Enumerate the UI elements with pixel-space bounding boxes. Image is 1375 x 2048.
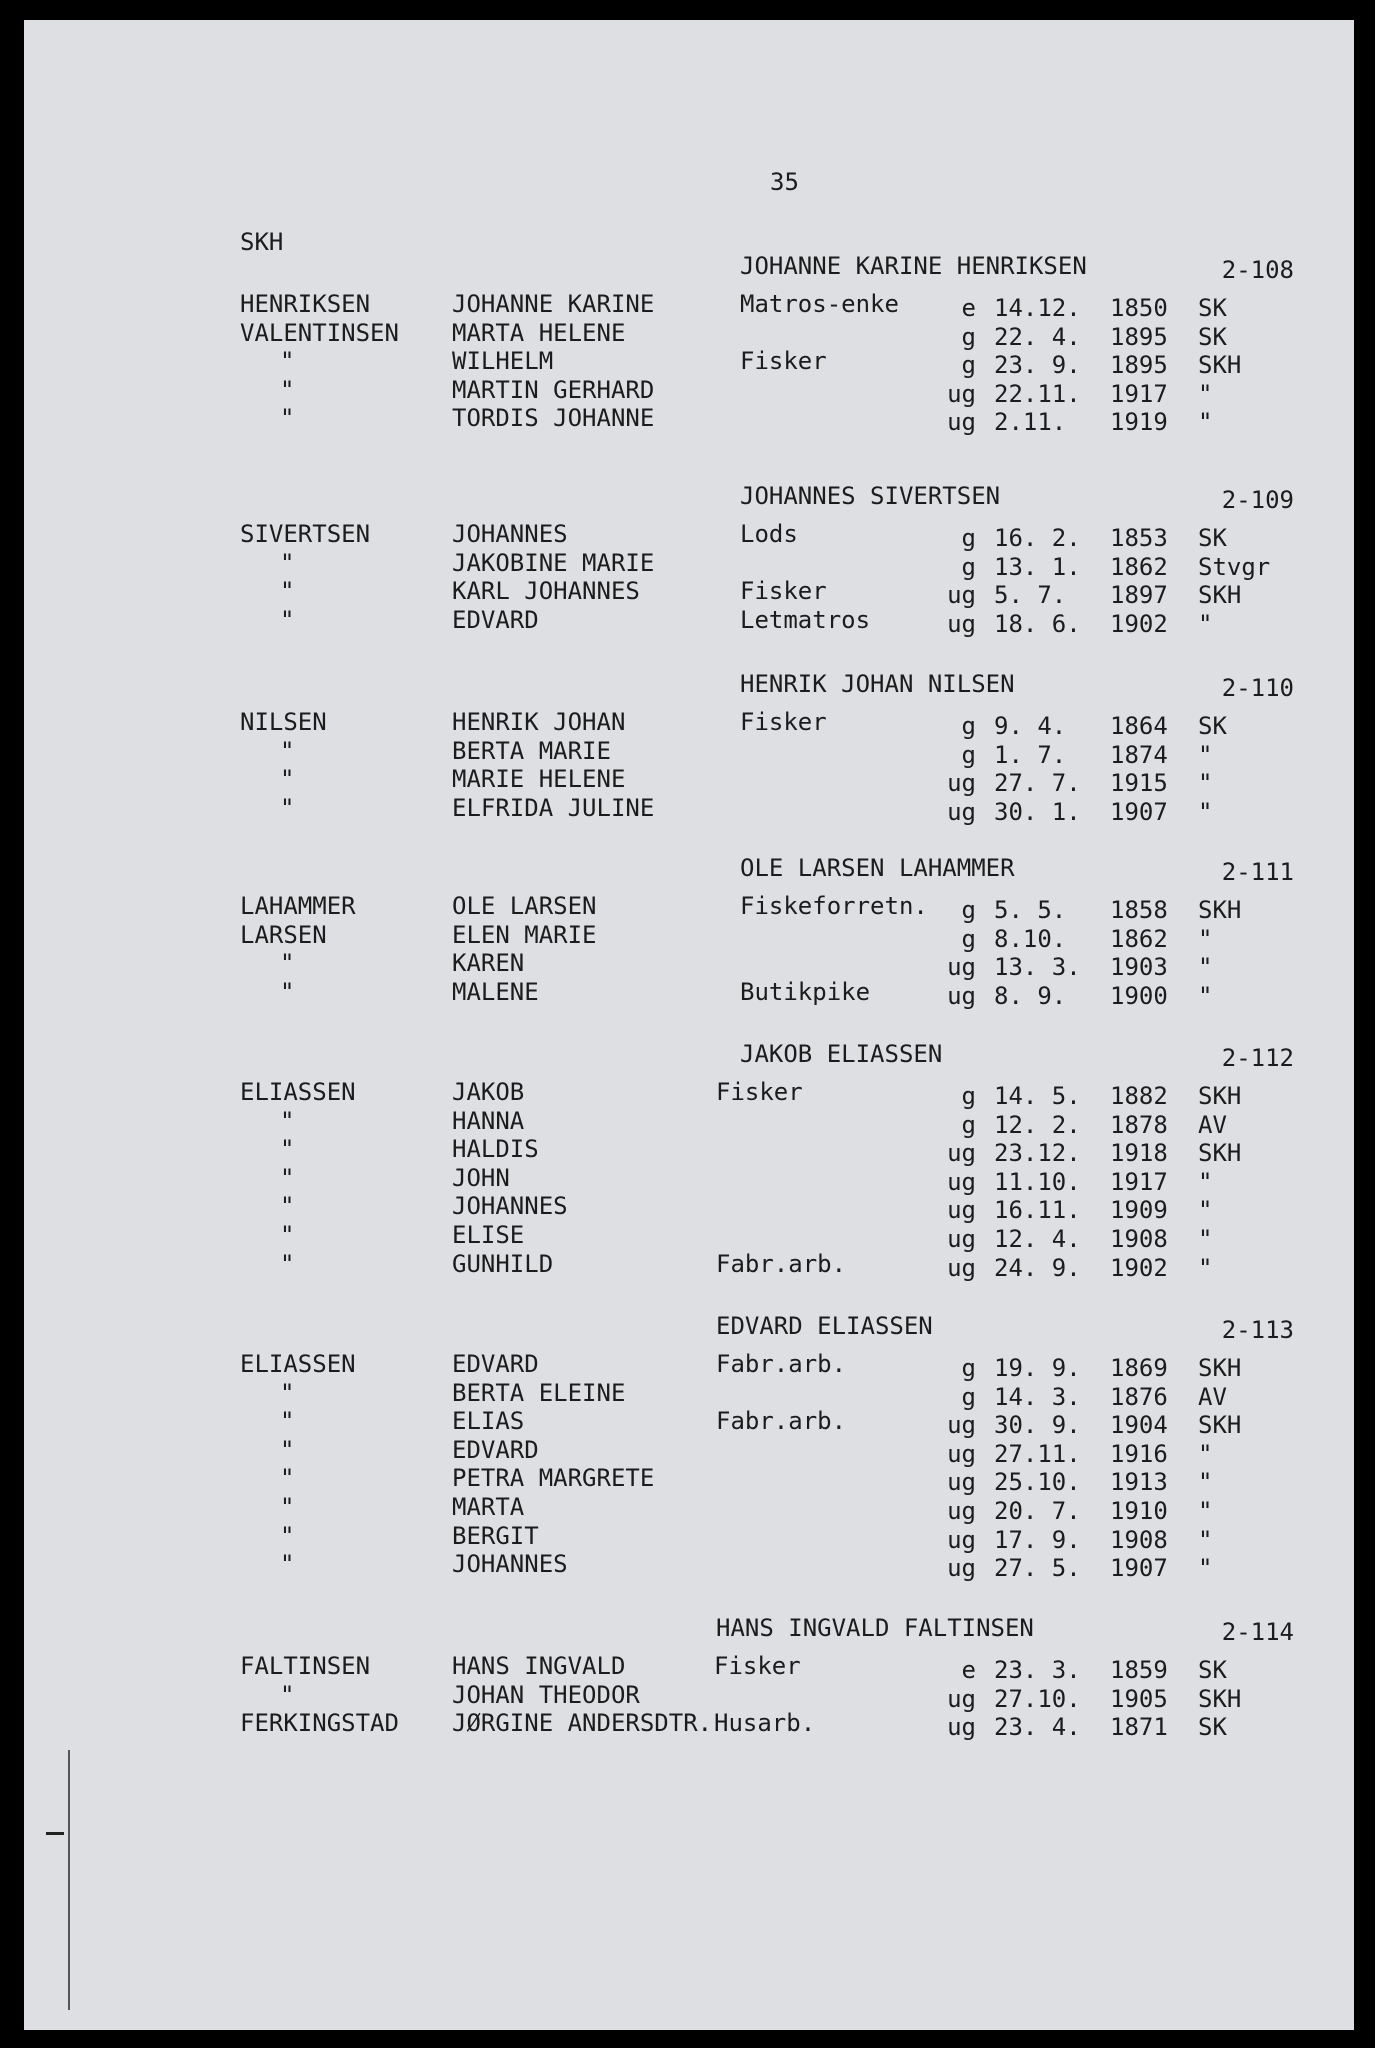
person-year: 1853	[1110, 524, 1168, 552]
person-date: 23. 3.	[994, 1656, 1081, 1684]
person-place: AV	[1198, 1111, 1227, 1139]
person-status: ug	[947, 1411, 976, 1439]
person-surname: "	[280, 794, 295, 822]
person-status: ug	[947, 1225, 976, 1253]
person-surname: "	[280, 404, 295, 432]
person-surname: "	[280, 1135, 295, 1163]
person-surname: HENRIKSEN	[240, 290, 371, 318]
person-given-name: HALDIS	[452, 1135, 539, 1163]
person-date: 23. 4.	[994, 1713, 1081, 1741]
family-code: 2-113	[1221, 1316, 1294, 1344]
family-code: 2-110	[1221, 674, 1294, 702]
person-year: 1874	[1110, 741, 1168, 769]
person-occupation: Fisker	[740, 708, 827, 736]
person-surname: "	[280, 1493, 295, 1521]
person-given-name: JOHANNE KARINE	[452, 290, 655, 318]
person-status: e	[961, 1656, 976, 1684]
person-date: 27. 5.	[994, 1554, 1081, 1582]
person-given-name: BERGIT	[452, 1522, 539, 1550]
person-given-name: MARIE HELENE	[452, 765, 626, 793]
person-occupation: Fisker	[740, 347, 827, 375]
person-date: 9. 4.	[994, 712, 1067, 740]
person-surname: VALENTINSEN	[240, 319, 399, 347]
person-status: ug	[947, 610, 976, 638]
person-surname: "	[280, 376, 295, 404]
person-place: SK	[1198, 524, 1227, 552]
person-year: 1917	[1110, 380, 1168, 408]
person-year: 1858	[1110, 896, 1168, 924]
person-year: 1864	[1110, 712, 1168, 740]
person-given-name: EDVARD	[452, 606, 539, 634]
person-place: "	[1198, 610, 1213, 638]
person-status: ug	[947, 1554, 976, 1582]
margin-mark	[46, 1832, 64, 1835]
person-occupation: Fabr.arb.	[716, 1350, 847, 1378]
person-surname: "	[280, 1250, 295, 1278]
person-status: g	[961, 1383, 976, 1411]
person-place: SK	[1198, 712, 1227, 740]
person-given-name: HENRIK JOHAN	[452, 708, 626, 736]
person-year: 1907	[1110, 798, 1168, 826]
person-date: 8.10.	[994, 925, 1067, 953]
person-status: ug	[947, 1440, 976, 1468]
person-year: 1902	[1110, 1254, 1168, 1282]
person-date: 18. 6.	[994, 610, 1081, 638]
family-title: JOHANNE KARINE HENRIKSEN	[740, 252, 1087, 280]
person-surname: "	[280, 1681, 295, 1709]
person-surname: "	[280, 1407, 295, 1435]
person-status: g	[961, 712, 976, 740]
person-place: "	[1198, 953, 1213, 981]
family-code: 2-112	[1221, 1044, 1294, 1072]
person-occupation: Fisker	[716, 1078, 803, 1106]
person-place: "	[1198, 741, 1213, 769]
person-year: 1919	[1110, 408, 1168, 436]
person-date: 30. 1.	[994, 798, 1081, 826]
person-date: 16. 2.	[994, 524, 1081, 552]
person-status: g	[961, 741, 976, 769]
person-place: "	[1198, 380, 1213, 408]
person-occupation: Lods	[740, 520, 798, 548]
person-place: SKH	[1198, 896, 1242, 924]
person-date: 17. 9.	[994, 1526, 1081, 1554]
person-year: 1918	[1110, 1139, 1168, 1167]
person-date: 5. 7.	[994, 581, 1067, 609]
margin-line	[68, 1750, 70, 2010]
person-status: g	[961, 1354, 976, 1382]
person-date: 24. 9.	[994, 1254, 1081, 1282]
person-year: 1903	[1110, 953, 1168, 981]
person-year: 1915	[1110, 769, 1168, 797]
person-given-name: EDVARD	[452, 1436, 539, 1464]
person-place: "	[1198, 925, 1213, 953]
person-year: 1904	[1110, 1411, 1168, 1439]
person-surname: NILSEN	[240, 708, 327, 736]
person-status: e	[961, 294, 976, 322]
person-surname: "	[280, 1436, 295, 1464]
person-surname: "	[280, 1107, 295, 1135]
person-given-name: ELISE	[452, 1221, 525, 1249]
person-year: 1895	[1110, 323, 1168, 351]
person-date: 25.10.	[994, 1468, 1081, 1496]
family-title: EDVARD ELIASSEN	[716, 1312, 933, 1340]
person-year: 1908	[1110, 1526, 1168, 1554]
person-status: g	[961, 351, 976, 379]
person-status: ug	[947, 1168, 976, 1196]
person-place: SK	[1198, 294, 1227, 322]
person-given-name: MALENE	[452, 978, 539, 1006]
family-code: 2-111	[1221, 858, 1294, 886]
person-given-name: JAKOBINE MARIE	[452, 549, 655, 577]
person-given-name: JOHANNES	[452, 1550, 568, 1578]
person-given-name: GUNHILD	[452, 1250, 554, 1278]
person-place: SKH	[1198, 581, 1242, 609]
person-date: 27.11.	[994, 1440, 1081, 1468]
person-year: 1882	[1110, 1082, 1168, 1110]
person-place: SKH	[1198, 1354, 1242, 1382]
person-status: ug	[947, 1196, 976, 1224]
person-surname: SIVERTSEN	[240, 520, 371, 548]
person-surname: LARSEN	[240, 921, 327, 949]
person-date: 30. 9.	[994, 1411, 1081, 1439]
family-title: HENRIK JOHAN NILSEN	[740, 670, 1015, 698]
person-occupation: Husarb.	[714, 1709, 816, 1737]
person-place: SKH	[1198, 1685, 1242, 1713]
person-year: 1905	[1110, 1685, 1168, 1713]
person-year: 1907	[1110, 1554, 1168, 1582]
person-place: "	[1198, 1168, 1213, 1196]
person-status: ug	[947, 581, 976, 609]
person-date: 2.11.	[994, 408, 1067, 436]
person-date: 14. 3.	[994, 1383, 1081, 1411]
person-place: "	[1198, 1497, 1213, 1525]
person-surname: FALTINSEN	[240, 1652, 371, 1680]
person-surname: "	[280, 949, 295, 977]
family-code: 2-108	[1221, 256, 1294, 284]
person-status: ug	[947, 380, 976, 408]
person-given-name: PETRA MARGRETE	[452, 1464, 655, 1492]
person-status: g	[961, 925, 976, 953]
document-page	[24, 20, 1354, 2030]
person-place: SK	[1198, 1656, 1227, 1684]
person-date: 23.12.	[994, 1139, 1081, 1167]
person-given-name: JOHN	[452, 1164, 510, 1192]
person-date: 11.10.	[994, 1168, 1081, 1196]
person-place: SKH	[1198, 1139, 1242, 1167]
person-year: 1862	[1110, 925, 1168, 953]
person-given-name: ELEN MARIE	[452, 921, 597, 949]
person-year: 1869	[1110, 1354, 1168, 1382]
person-date: 13. 1.	[994, 553, 1081, 581]
person-surname: "	[280, 1221, 295, 1249]
person-date: 20. 7.	[994, 1497, 1081, 1525]
person-date: 27.10.	[994, 1685, 1081, 1713]
family-title: JOHANNES SIVERTSEN	[740, 482, 1001, 510]
person-given-name: OLE LARSEN	[452, 892, 597, 920]
person-status: ug	[947, 1497, 976, 1525]
person-date: 12. 2.	[994, 1111, 1081, 1139]
person-year: 1910	[1110, 1497, 1168, 1525]
person-occupation: Fisker	[714, 1652, 801, 1680]
person-status: g	[961, 1111, 976, 1139]
person-occupation: Fabr.arb.	[716, 1250, 847, 1278]
person-year: 1908	[1110, 1225, 1168, 1253]
person-date: 8. 9.	[994, 982, 1067, 1010]
person-year: 1859	[1110, 1656, 1168, 1684]
person-status: g	[961, 524, 976, 552]
person-status: g	[961, 553, 976, 581]
person-place: "	[1198, 1526, 1213, 1554]
person-place: "	[1198, 408, 1213, 436]
person-surname: "	[280, 1550, 295, 1578]
person-surname: FERKINGSTAD	[240, 1709, 399, 1737]
person-place: Stvgr	[1198, 553, 1271, 581]
person-year: 1850	[1110, 294, 1168, 322]
person-given-name: MARTIN GERHARD	[452, 376, 655, 404]
person-year: 1900	[1110, 982, 1168, 1010]
person-place: SK	[1198, 1713, 1227, 1741]
person-given-name: KARL JOHANNES	[452, 577, 640, 605]
header-left: SKH	[240, 228, 284, 256]
person-year: 1878	[1110, 1111, 1168, 1139]
person-surname: "	[280, 1379, 295, 1407]
person-status: ug	[947, 982, 976, 1010]
person-occupation: Butikpike	[740, 978, 871, 1006]
person-surname: ELIASSEN	[240, 1078, 356, 1106]
person-surname: "	[280, 765, 295, 793]
person-date: 19. 9.	[994, 1354, 1081, 1382]
person-place: "	[1198, 1440, 1213, 1468]
page-number: 35	[770, 168, 799, 196]
person-surname: "	[280, 1522, 295, 1550]
person-status: g	[961, 1082, 976, 1110]
person-surname: "	[280, 737, 295, 765]
person-surname: "	[280, 1164, 295, 1192]
person-status: ug	[947, 408, 976, 436]
person-year: 1917	[1110, 1168, 1168, 1196]
person-year: 1916	[1110, 1440, 1168, 1468]
person-year: 1895	[1110, 351, 1168, 379]
person-given-name: ELFRIDA JULINE	[452, 794, 655, 822]
person-place: "	[1198, 982, 1213, 1010]
person-given-name: HANNA	[452, 1107, 525, 1135]
person-date: 13. 3.	[994, 953, 1081, 981]
person-place: SKH	[1198, 1082, 1242, 1110]
person-surname: "	[280, 549, 295, 577]
person-date: 27. 7.	[994, 769, 1081, 797]
person-year: 1871	[1110, 1713, 1168, 1741]
person-date: 22.11.	[994, 380, 1081, 408]
person-given-name: MARTA HELENE	[452, 319, 626, 347]
person-place: SKH	[1198, 1411, 1242, 1439]
person-year: 1862	[1110, 553, 1168, 581]
person-status: ug	[947, 798, 976, 826]
person-given-name: KAREN	[452, 949, 525, 977]
family-title: OLE LARSEN LAHAMMER	[740, 854, 1015, 882]
person-surname: LAHAMMER	[240, 892, 356, 920]
family-title: HANS INGVALD FALTINSEN	[716, 1614, 1034, 1642]
family-code: 2-114	[1221, 1618, 1294, 1646]
person-status: g	[961, 323, 976, 351]
person-place: "	[1198, 1254, 1213, 1282]
person-place: SK	[1198, 323, 1227, 351]
person-date: 23. 9.	[994, 351, 1081, 379]
person-status: ug	[947, 953, 976, 981]
person-place: SKH	[1198, 351, 1242, 379]
person-year: 1913	[1110, 1468, 1168, 1496]
person-place: "	[1198, 1554, 1213, 1582]
person-occupation: Fiskeforretn.	[740, 892, 928, 920]
person-year: 1902	[1110, 610, 1168, 638]
person-given-name: WILHELM	[452, 347, 554, 375]
person-status: ug	[947, 1254, 976, 1282]
person-date: 1. 7.	[994, 741, 1067, 769]
family-code: 2-109	[1221, 486, 1294, 514]
person-given-name: BERTA MARIE	[452, 737, 611, 765]
family-title: JAKOB ELIASSEN	[740, 1040, 943, 1068]
person-date: 14.12.	[994, 294, 1081, 322]
person-given-name: JAKOB	[452, 1078, 525, 1106]
person-date: 16.11.	[994, 1196, 1081, 1224]
person-occupation: Letmatros	[740, 606, 871, 634]
person-year: 1909	[1110, 1196, 1168, 1224]
person-status: ug	[947, 1468, 976, 1496]
person-status: ug	[947, 1685, 976, 1713]
person-year: 1876	[1110, 1383, 1168, 1411]
person-given-name: BERTA ELEINE	[452, 1379, 626, 1407]
person-status: ug	[947, 769, 976, 797]
person-date: 5. 5.	[994, 896, 1067, 924]
person-status: ug	[947, 1526, 976, 1554]
person-place: "	[1198, 769, 1213, 797]
person-place: "	[1198, 1196, 1213, 1224]
person-given-name: JOHANNES	[452, 1192, 568, 1220]
person-surname: "	[280, 347, 295, 375]
person-surname: "	[280, 1464, 295, 1492]
person-place: "	[1198, 1468, 1213, 1496]
person-given-name: ELIAS	[452, 1407, 525, 1435]
person-occupation: Fabr.arb.	[716, 1407, 847, 1435]
person-place: "	[1198, 798, 1213, 826]
person-surname: ELIASSEN	[240, 1350, 356, 1378]
person-occupation: Fisker	[740, 577, 827, 605]
person-status: ug	[947, 1713, 976, 1741]
person-given-name: HANS INGVALD	[452, 1652, 626, 1680]
person-surname: "	[280, 606, 295, 634]
person-date: 14. 5.	[994, 1082, 1081, 1110]
person-given-name: MARTA	[452, 1493, 525, 1521]
person-given-name: JØRGINE ANDERSDTR.	[452, 1709, 713, 1737]
person-given-name: JOHAN THEODOR	[452, 1681, 640, 1709]
person-year: 1897	[1110, 581, 1168, 609]
person-surname: "	[280, 1192, 295, 1220]
person-given-name: JOHANNES	[452, 520, 568, 548]
person-status: g	[961, 896, 976, 924]
person-date: 12. 4.	[994, 1225, 1081, 1253]
person-place: "	[1198, 1225, 1213, 1253]
person-given-name: EDVARD	[452, 1350, 539, 1378]
person-date: 22. 4.	[994, 323, 1081, 351]
person-occupation: Matros-enke	[740, 290, 899, 318]
person-given-name: TORDIS JOHANNE	[452, 404, 655, 432]
person-surname: "	[280, 978, 295, 1006]
person-surname: "	[280, 577, 295, 605]
person-place: AV	[1198, 1383, 1227, 1411]
person-status: ug	[947, 1139, 976, 1167]
